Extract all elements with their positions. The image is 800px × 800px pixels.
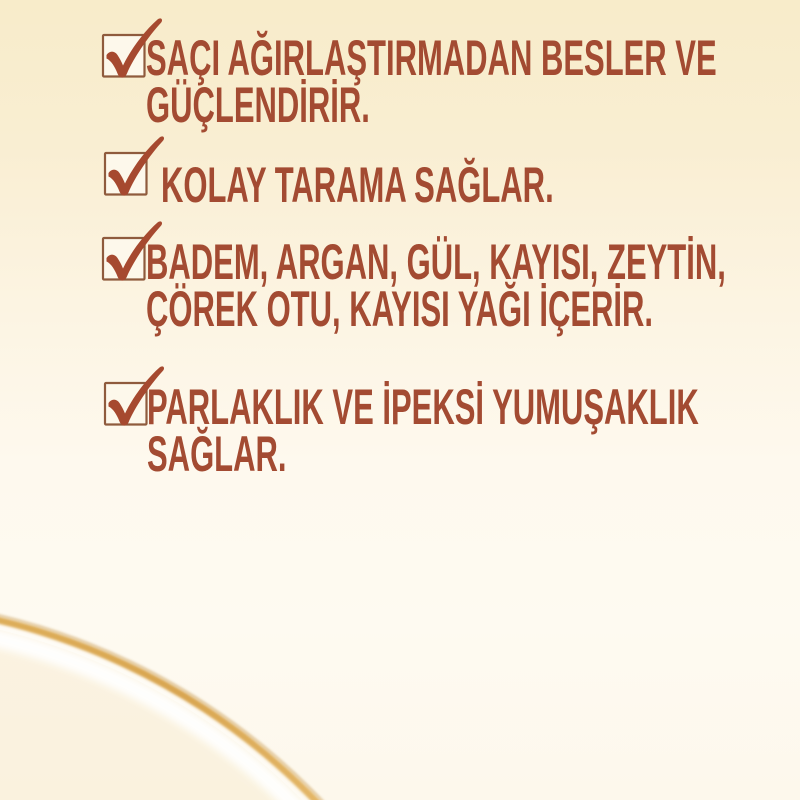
benefit-item-2: [161, 157, 554, 213]
benefit-line: ÇÖREK OTU, KAYISI YAĞI İÇERİR.: [146, 281, 654, 337]
benefit-line: BADEM, ARGAN, GÜL, KAYISI, ZEYTİN,: [146, 234, 726, 290]
oil-ring-highlight: [0, 621, 479, 800]
benefit-line: PARLAKLIK VE İPEKSİ YUMUŞAKLIK: [147, 379, 699, 435]
benefit-item-3: [146, 234, 726, 337]
benefit-item-4: [147, 379, 699, 482]
benefit-line: GÜÇLENDİRİR.: [146, 77, 370, 133]
checked-checkbox-icon: [103, 134, 167, 198]
benefit-line: KOLAY TARAMA SAĞLAR.: [161, 157, 554, 213]
benefit-line: SAĞLAR.: [147, 426, 287, 482]
oil-ring-outer-line: [0, 598, 502, 800]
oil-ring-gold-rim: [0, 603, 497, 800]
oil-puddle-fill: [0, 612, 488, 800]
benefit-line: SAÇI AĞIRLAŞTIRMADAN BESLER VE: [146, 30, 717, 86]
benefit-item-1: [146, 30, 717, 133]
